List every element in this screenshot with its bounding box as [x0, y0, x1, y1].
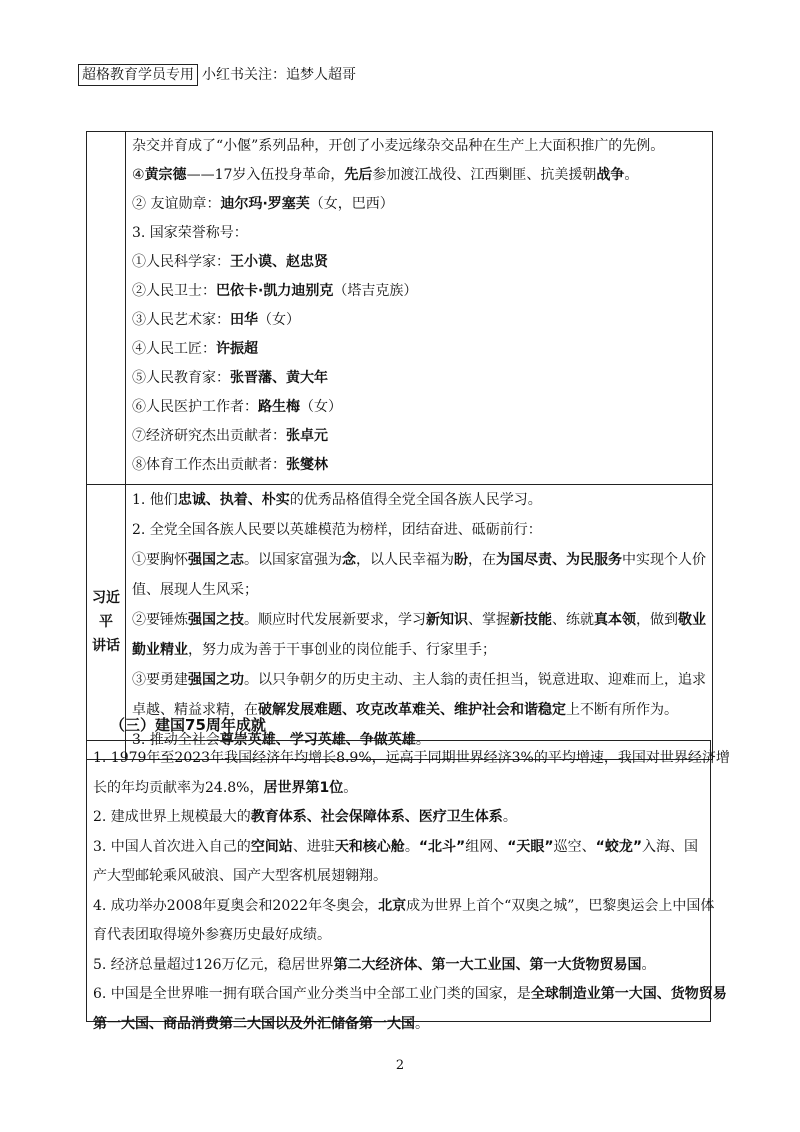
bold-text: 盼	[454, 552, 468, 568]
text-run: 。	[415, 1015, 429, 1032]
text-line	[132, 515, 706, 545]
text-run: 值、展现人生风采；	[132, 582, 258, 598]
text-run: 3. 推动全社会	[132, 732, 220, 748]
bold-text: 新技能	[510, 612, 552, 628]
bold-text: “天眼”	[507, 838, 554, 855]
text-run: ——17岁入伍投身革命，	[186, 167, 345, 183]
text-line	[132, 132, 706, 161]
text-line	[93, 951, 704, 981]
bold-text: “北斗”	[418, 838, 466, 855]
text-run: 上不断有所作为。	[566, 702, 678, 718]
text-run: 1. 他们	[132, 492, 178, 508]
honors-table	[86, 131, 713, 760]
text-run: （女）	[258, 312, 300, 328]
text-run: 杂交并育成了“小偃”系列品种，开创了小麦远缘杂交品种在生产上大面积推广的先例。	[132, 138, 665, 154]
text-run: ，做到	[636, 612, 678, 628]
honors-content	[126, 132, 712, 484]
text-run: 。	[641, 956, 656, 973]
text-line	[132, 364, 706, 393]
text-run: ⑤人民教育家：	[132, 370, 230, 386]
bold-text: 真本领	[594, 612, 636, 628]
text-run: 2. 全党全国各族人民要以英雄模范为榜样，团结奋进、砥砺前行：	[132, 522, 542, 538]
bold-text: 勤业精业	[132, 642, 188, 658]
bold-text: 第二大经济体、第一大工业国、第一大货物贸易国	[333, 956, 642, 973]
text-run: 、掌握	[468, 612, 510, 628]
bold-text: 强国之功	[188, 672, 244, 688]
text-run: ，努力成为善于干事创业的岗位能手、行家里手；	[188, 642, 496, 658]
bold-text: 念	[342, 552, 356, 568]
bold-text: 张卓元	[286, 428, 328, 444]
text-line	[93, 1010, 704, 1040]
text-run: ①人民科学家：	[132, 254, 230, 270]
bold-text: 北京	[378, 897, 407, 914]
achievements-box	[86, 740, 730, 1032]
row-label-line1: 习近平	[92, 590, 120, 630]
bold-text: 尊崇英雄、学习英雄、争做英雄	[219, 732, 416, 748]
text-line	[132, 306, 706, 335]
text-line	[93, 980, 727, 1010]
text-run: ②人民卫士：	[132, 283, 216, 299]
text-line	[132, 161, 706, 190]
text-run: ② 友谊勋章：	[132, 196, 221, 212]
text-run: 产大型邮轮乘风破浪、国产大型客机展翅翱翔。	[93, 868, 387, 884]
text-run: 育代表团取得境外参赛历史最好成绩。	[93, 927, 331, 943]
text-run: （塔吉克族）	[333, 283, 418, 299]
bold-text: 敬业	[678, 612, 706, 628]
text-run: 。	[624, 167, 639, 183]
header-note: 小红书关注：追梦人超哥	[202, 67, 356, 83]
text-run: 的优秀品格值得全党全国各族人民学习。	[289, 492, 542, 508]
bold-text: 强国之志	[188, 552, 244, 568]
bold-text: 许振超	[216, 341, 258, 357]
text-run: ⑥人民医护工作者：	[132, 399, 258, 415]
text-run: 。以国家富强为	[244, 552, 342, 568]
bold-text: 战争	[596, 167, 625, 183]
text-line	[132, 605, 706, 635]
bold-text: 空间站	[250, 838, 293, 855]
text-run: ，在	[468, 552, 496, 568]
bold-text: 路生梅	[258, 399, 300, 415]
bold-text: 张晋藩、黄大年	[230, 370, 328, 386]
table-row	[87, 132, 713, 485]
bold-text: 居世界第1位	[263, 779, 344, 796]
text-run: 巡空、	[553, 838, 596, 855]
text-run: ④人民工匠：	[132, 341, 216, 357]
text-run: ③要勇建	[132, 672, 188, 688]
bold-text: 先后	[344, 167, 373, 183]
text-run: 、进驻	[292, 838, 335, 855]
bold-text: 巴依卡·凯力迪别克	[216, 283, 334, 299]
text-line	[132, 451, 706, 480]
bold-text: 破解发展难题、攻克改革难关、维护社会和谐稳定	[258, 702, 566, 718]
text-line	[132, 277, 706, 306]
text-line	[93, 774, 704, 804]
bold-text: 为国尽责、为民服务	[496, 552, 622, 568]
text-line	[132, 393, 706, 422]
text-run: 3. 国家荣誉称号：	[132, 225, 248, 241]
text-line	[93, 921, 704, 951]
bold-text: 教育体系、社会保障体系、医疗卫生体系	[250, 809, 503, 825]
text-line	[93, 833, 704, 863]
row-label-cell	[87, 132, 126, 485]
text-run: 参加渡江战役、江西剿匪、抗美援朝	[372, 167, 597, 183]
text-run: （女）	[300, 399, 342, 415]
text-run: 。	[343, 779, 358, 796]
text-run: 。以只争朝夕的历史主动、主人翁的责任担当，锐意进取、迎难而上，追求	[244, 672, 706, 688]
text-run: 中实现个人价	[622, 552, 706, 568]
text-line	[132, 665, 706, 695]
text-line	[93, 892, 715, 922]
text-line	[132, 335, 706, 364]
text-line	[132, 485, 706, 515]
text-line	[132, 545, 706, 575]
text-run: ①要胸怀	[132, 552, 188, 568]
text-run: ②要锤炼	[132, 612, 188, 628]
text-run: ⑧体育工作杰出贡献者：	[132, 457, 286, 473]
text-line	[132, 219, 706, 248]
text-run: 。顺应时代发展新要求，学习	[244, 612, 426, 628]
text-run: 1. 1979年至2023年我国经济年均增长8.9%，远高于同期世界经济3%的平均增速，我国对世界经济增	[93, 750, 730, 766]
bold-text: 王小谟、赵忠贤	[230, 254, 328, 270]
text-run: 卓越、精益求精，在	[132, 702, 258, 718]
bold-text: 全球制造业第一大国、货物贸易	[530, 986, 727, 1002]
text-run: ⑦经济研究杰出贡献者：	[132, 428, 286, 444]
text-run: 入海、国	[642, 838, 699, 855]
text-run: 2. 建成世界上规模最大的	[93, 809, 251, 825]
text-line	[93, 803, 704, 833]
bold-text: 新知识	[426, 612, 468, 628]
bold-text: 第一大国、商品消费第二大国以及外汇储备第一大国	[93, 1015, 415, 1032]
text-run: 5. 经济总量超过126万亿元，稳居世界	[93, 956, 334, 973]
text-line	[132, 575, 706, 605]
bold-text: “蛟龙”	[595, 838, 643, 855]
text-run: 组网、	[465, 838, 508, 855]
text-run: ，以人民幸福为	[356, 552, 454, 568]
text-run: 、练就	[552, 612, 594, 628]
text-line	[132, 190, 706, 219]
bold-text: 张燮林	[286, 457, 328, 473]
page-header	[78, 64, 356, 86]
header-badge: 超格教育学员专用	[78, 64, 198, 86]
text-run: 。	[502, 809, 517, 825]
text-line	[132, 422, 706, 451]
text-run: （女，巴西）	[309, 196, 394, 212]
bold-text: 田华	[230, 312, 258, 328]
text-run: 成为世界上首个“双奥之城”，巴黎奥运会上中国体	[406, 897, 715, 914]
bold-text: 强国之技	[188, 612, 244, 628]
page-number: 2	[395, 1058, 405, 1073]
section-title: （三）建国75周年成就	[110, 716, 266, 734]
row-label-line2: 讲话	[92, 638, 120, 654]
text-line	[132, 248, 706, 277]
bold-text: 天和核心舱	[334, 838, 405, 855]
text-run: ④	[132, 167, 145, 183]
bold-text: 黄宗德	[144, 167, 187, 183]
text-run: ③人民艺术家：	[132, 312, 230, 328]
bold-text: 忠诚、执着、朴实	[177, 492, 290, 508]
text-run: 。	[404, 838, 419, 855]
text-run: 4. 成功举办2008年夏奥会和2022年冬奥会，	[93, 897, 379, 914]
text-run: 6. 中国是全世界唯一拥有联合国产业分类当中全部工业门类的国家，是	[93, 986, 531, 1002]
text-run: 3. 中国人首次进入自己的	[93, 838, 251, 855]
text-run: 。	[415, 732, 430, 748]
row-content-cell	[126, 132, 713, 485]
text-line	[132, 635, 706, 665]
text-line	[93, 862, 704, 892]
bold-text: 迪尔玛·罗塞芙	[220, 196, 310, 212]
text-run: 长的年均贡献率为24.8%，	[93, 779, 264, 796]
text-line	[93, 744, 730, 774]
